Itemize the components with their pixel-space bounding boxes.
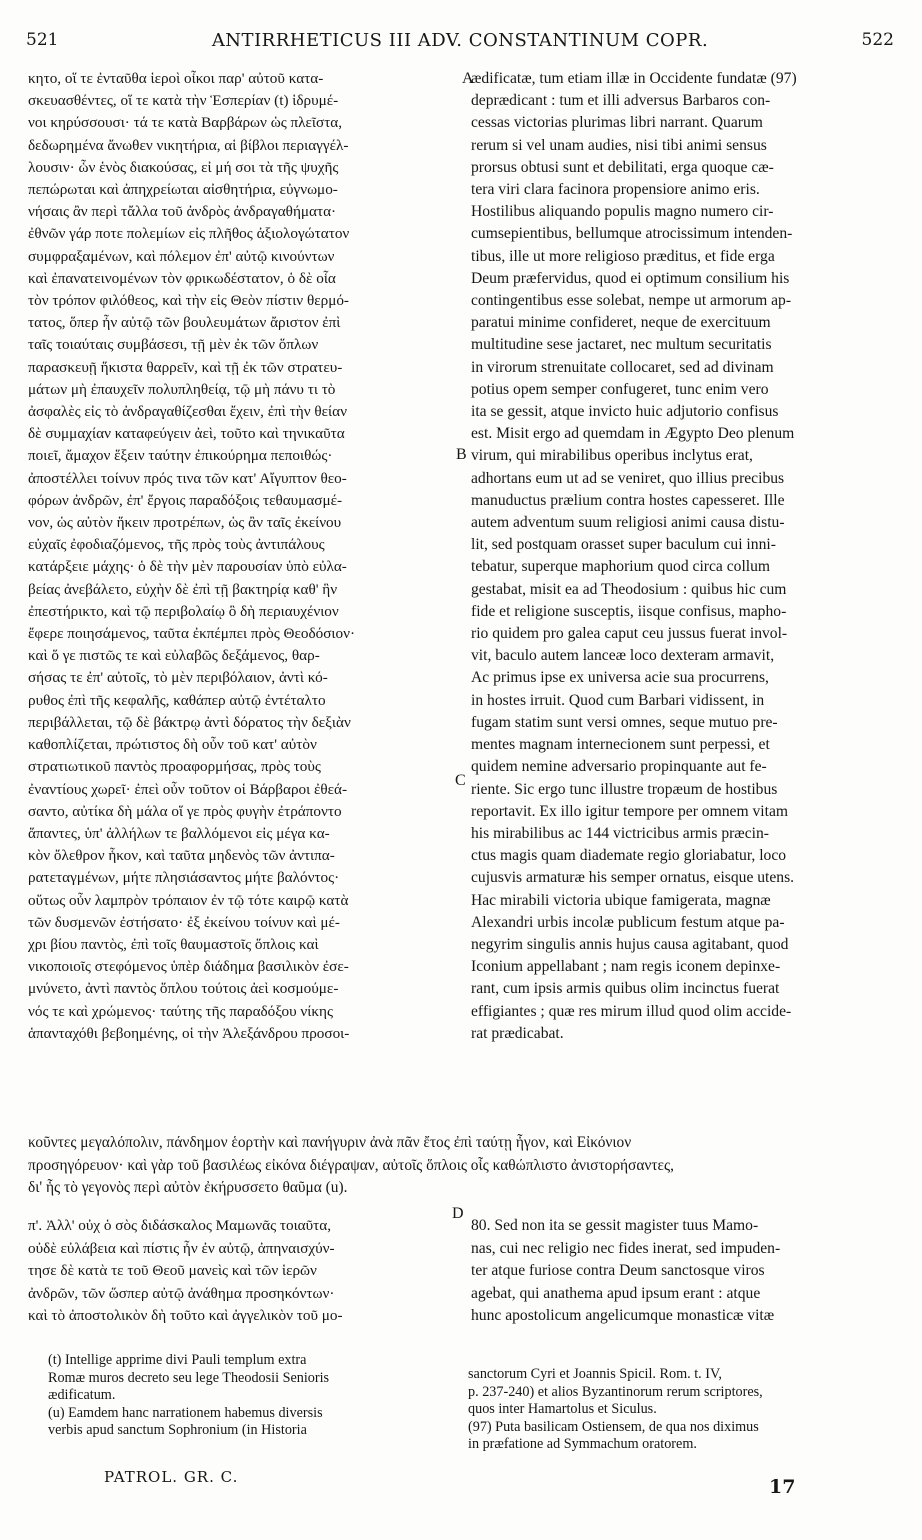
page-number-right: 522 — [861, 30, 894, 50]
latin-text-line: gestabat, misit ea ad Theodosium : quibus hic cum — [471, 580, 787, 598]
latin-text-line: Iconium appellabant ; nam regis iconem depinxe- — [471, 958, 781, 976]
greek-text-line: τατος, ὅπερ ἦν αὐτῷ τῶν βουλευμάτων ἄριστον ἐπὶ — [28, 314, 341, 332]
greek-text-line: ἐπεστήρικτο, καὶ τῷ περιβολαίῳ ὃ δὴ περιαυχένιον — [28, 602, 339, 620]
greek-text-line: νοι κηρύσσουσι· τά τε κατὰ Βαρβάρων ὡς πλεῖστα, — [28, 114, 343, 132]
latin-text-line: cujusvis armaturæ his semper ornatus, eisque utens. — [471, 869, 795, 887]
latin-text-line: negyrim singulis annis hujus causa agitabant, quod — [471, 935, 789, 953]
footnotes-right — [468, 1366, 898, 1454]
full-width-line: προσηγόρευον· καὶ γὰρ τοῦ βασιλέως εἰκόνα διέγραψαν, αὐτοῖς ὅπλοις οἷς καθώπλιστο ἀνιστορήσαντες, — [28, 1156, 674, 1174]
latin-text-line: Hostilibus aliquando populis magno numero cir- — [471, 203, 774, 221]
latin-text-line: potius opem semper confugeret, tunc enim vero — [471, 380, 769, 398]
greek-text-line: ἐθνῶν γάρ ποτε πολεμίων εἰς πλῆθος ἀξιολογώτατον — [28, 225, 350, 243]
latin-text-line: ædificatæ, tum etiam illæ in Occidente fundatæ (97) — [471, 70, 797, 87]
latin-text-line: rio quidem pro galea caput ceu jussus fuerat invol- — [471, 625, 788, 643]
latin-text-line: ita se gessit, atque invicto huic adjutorio confisus — [471, 403, 779, 421]
greek-text-line: μάτων μὴ ἐπαυχεῖν πολυπληθείᾳ, τῷ μὴ πάνυ τι τὸ — [28, 380, 336, 398]
greek-text-line: καὶ ὅ γε πιστῶς τε καὶ εὐλαβῶς δεξάμενος, θαρ- — [28, 647, 320, 665]
greek-text-line: λουσιν· ὧν ἑνὸς διακούσας, εἰ μή σοι τὰ τῆς ψυχῆς — [28, 158, 339, 176]
latin-text-line: adhortans eum ut ad se veniret, quo illius precibus — [471, 469, 785, 487]
greek-text-line: νήσαις ἂν περὶ τἄλλα τοῦ ἀνδρὸς ἀνδραγαθήματα· — [28, 203, 337, 221]
greek-text-line: δὲ συμμαχίαν καταφεύγειν ἀεὶ, τοῦτο καὶ τηνικαῦτα — [28, 425, 345, 443]
greek-text-line: ἁπανταχόθι βεβοημένης, οἱ τὴν Ἀλεξάνδρου προσοι- — [28, 1024, 350, 1042]
greek-text-line: ποιεῖ, ἄμαχον ἕξειν ταύτην ἐπικούρημα πεποιθώς· — [28, 447, 333, 465]
greek-text-line: φόρων ἀνδρῶν, ἐπ' ἔργοις παραδόξοις τεθαυμασμέ- — [28, 491, 343, 509]
greek-text-line: βείας ἀνεβάλετο, εὐχὴν δὲ ἐπὶ τῇ βακτηρίᾳ καθ' ἣν — [28, 580, 338, 598]
latin-column-upper — [471, 68, 897, 1045]
margin-marker-a: A — [462, 70, 474, 87]
greek-text-line: κὸν ὄλεθρον ἧκον, καὶ ταῦτα μηδενὸς τῶν ἀντιπα- — [28, 847, 335, 865]
latin-text-line: prorsus obtusi sunt et debilitati, erga quoque cæ- — [471, 158, 774, 176]
footnote-line: Romæ muros decreto seu lege Theodosii Senioris — [48, 1369, 330, 1386]
footnote-line: p. 237-240) et alios Byzantinorum rerum scriptores, — [468, 1383, 763, 1400]
latin-text-line: autem adventum suum religiosi animi causa distu- — [471, 514, 785, 532]
latin-text-line: cessas victorias plurimas libri narrant. Quarum — [471, 114, 763, 132]
footer-series-label: PATROL. GR. C. — [104, 1468, 239, 1486]
margin-marker-b: B — [456, 446, 467, 463]
latin-text-line: in hostes irruit. Quod cum Barbari vidissent, in — [471, 691, 765, 709]
footnote-line: (97) Puta basilicam Ostiensem, de qua nos diximus — [468, 1418, 759, 1435]
latin-text-line: multitudine sese jactaret, nec multum securitatis — [471, 336, 772, 354]
latin-column-lower — [471, 1215, 897, 1328]
footnote-line: sanctorum Cyri et Joannis Spicil. Rom. t. IV, — [468, 1366, 722, 1382]
greek-text-line: ἀνδρῶν, τῶν ὥσπερ αὐτῷ ἀνάθημα προσηκόντων· — [28, 1284, 335, 1302]
latin-text-line: 80. Sed non ita se gessit magister tuus Mamo- — [471, 1217, 759, 1234]
latin-text-line: est. Misit ergo ad quemdam in Ægypto Deo plenum — [471, 425, 795, 443]
footnote-line: in præfatione ad Symmachum oratorem. — [468, 1436, 697, 1453]
latin-text-line: agebat, qui anathema apud ipsum erant : atque — [471, 1284, 761, 1302]
latin-text-line: tibus, ille ut more religioso præditus, et fide erga — [471, 247, 775, 265]
latin-text-line: riente. Sic ergo tunc illustre tropæum de hostibus — [471, 780, 778, 798]
greek-text-line: ταῖς τοιαύταις συμβάσεσι, τῇ μὲν ἐκ τῶν ὅπλων — [28, 336, 319, 354]
latin-text-line: rerum si vel unam audies, nisi tibi animi sensus — [471, 136, 767, 154]
full-width-text — [28, 1132, 898, 1200]
greek-text-line: εὐχαῖς ἐφοδιαζόμενος, τῆς πρὸς τοὺς ἀντιπάλους — [28, 536, 325, 554]
greek-text-line: ἀσφαλὲς εἰς τὸ ἀνδραγαθίζεσθαι ἔχειν, ἐπὶ τὴν θείαν — [28, 403, 347, 421]
greek-text-line: σήσας τε ἐπ' αὐτοῖς, τὸ μὲν περιβόλαιον, ἀντὶ κό- — [28, 669, 328, 687]
footnote-line: (t) Intellige apprime divi Pauli templum extra — [48, 1352, 307, 1368]
page-number-left: 521 — [26, 30, 59, 50]
greek-text-line: π'. Ἀλλ' οὐχ ὁ σὸς διδάσκαλος Μαμωνᾶς τοιαῦτα, — [28, 1217, 332, 1234]
margin-marker-d: D — [452, 1205, 464, 1222]
greek-text-line: τὸν τρόπον φιλόθεος, καὶ τὴν εἰς Θεὸν πίστιν θερμό- — [28, 292, 349, 310]
greek-text-line: κατάρξειε μάχης· ὁ δὲ τὴν μὲν παρουσίαν ὑπὸ εὐλα- — [28, 558, 347, 576]
footer-signature: 17 — [769, 1476, 796, 1498]
greek-text-line: καθοπλίζεται, πρώτιστος δὴ οὖν τοῦ κατ' αὐτὸν — [28, 736, 317, 754]
latin-text-line: deprædicant : tum et illi adversus Barbaros con- — [471, 92, 771, 110]
full-width-line: κοῦντες μεγαλόπολιν, πάνδημον ἑορτὴν καὶ πανήγυριν ἀνὰ πᾶν ἔτος ἐπὶ ταύτῃ ἦγον, καὶ Εἰκόνιον — [28, 1134, 632, 1151]
latin-text-line: vit, baculo autem lanceæ loco dexteram armavit, — [471, 647, 775, 665]
latin-text-line: Ac primus ipse ex universa acie sua procurrens, — [471, 669, 769, 687]
full-width-line: δι' ἧς τὸ γεγονὸς περὶ αὐτὸν ἐκήρυσσετο θαῦμα (u). — [28, 1179, 348, 1197]
latin-text-line: fugam statim sunt versi omnes, seque mutuo pre- — [471, 713, 778, 731]
greek-text-line: χρι βίου παντὸς, ἐπὶ τοῖς θαυμαστοῖς ὅπλοις καὶ — [28, 935, 319, 953]
greek-text-line: ρατεταγμένων, μήτε πλησιάσαντος μήτε βαλόντος· — [28, 869, 340, 887]
footnote-line: verbis apud sanctum Sophronium (in Historia — [48, 1422, 307, 1439]
latin-text-line: quidem nemine adversario propinquante aut fe- — [471, 758, 767, 776]
latin-text-line: rat prædicabat. — [471, 1024, 564, 1042]
footnote-line: quos inter Hamartolus et Siculus. — [468, 1401, 657, 1418]
latin-text-line: nas, cui nec religio nec fides inerat, sed impuden- — [471, 1239, 781, 1257]
latin-text-line: in virorum strenuitate collocaret, sed ad divinam — [471, 358, 774, 376]
latin-text-line: paratui minime confideret, neque de exercituum — [471, 314, 771, 332]
greek-text-line: οὐδὲ εὐλάβεια καὶ πίστις ἦν ἐν αὐτῷ, ἀπηναισχύν- — [28, 1239, 335, 1257]
latin-text-line: tera viri clara facinora propensiore animo eris. — [471, 181, 760, 199]
greek-text-line: μνύνετο, ἀντὶ παντὸς ὅπλου τούτοις ἀεὶ κοσμούμε- — [28, 980, 339, 998]
latin-text-line: manuductus prælium contra hostes capesseret. Ille — [471, 491, 785, 509]
latin-text-line: cumsepientibus, bellumque atrocissimum intenden- — [471, 225, 793, 243]
latin-text-line: effigiantes ; quæ res mirum illud quod olim accide- — [471, 1002, 792, 1020]
greek-column-lower — [28, 1215, 458, 1328]
greek-text-line: ἀποστέλλει τοίνυν πρός τινα τῶν κατ' Αἴγυπτον θεο- — [28, 469, 347, 487]
greek-text-line: καὶ ἐπανατεινομένων τὸν φρικωδέστατον, ὁ δὲ οἷα — [28, 269, 336, 287]
running-title: ANTIRRHETICUS III ADV. CONSTANTINUM COPR. — [211, 30, 709, 51]
latin-text-line: rant, cum ipsis armis quibus olim incinctus fuerat — [471, 980, 780, 998]
greek-text-line: περιβάλλεται, τῷ δὲ βάκτρῳ ἀντὶ δόρατος τὴν δεξιὰν — [28, 713, 351, 731]
latin-text-line: ctus magis quam diademate regio gloriabatur, loco — [471, 847, 787, 865]
greek-text-line: νον, ὡς αὐτὸν ἥκειν προτρέπων, ὡς ἂν ταῖς ἐκείνου — [28, 514, 342, 532]
latin-text-line: his mirabilibus ac 144 victricibus armis præcin- — [471, 824, 769, 842]
footnotes-left — [48, 1352, 460, 1440]
greek-text-line: σκευασθέντες, οἵ τε κατὰ τὴν Ἑσπερίαν (t) ἱδρυμέ- — [28, 92, 339, 110]
latin-text-line: reportavit. Ex illo igitur tempore per omnem vitam — [471, 802, 788, 820]
latin-text-line: Alexandri urbis incolæ publicum festum atque pa- — [471, 913, 785, 931]
latin-text-line: Deum præfervidus, quod ei optimum consilium his — [471, 269, 790, 287]
latin-text-line: virum, qui mirabilibus operibus inclytus erat, — [471, 447, 753, 465]
latin-text-line: lit, sed postquam orasset super baculum cui inni- — [471, 536, 776, 554]
page-header — [26, 30, 894, 56]
latin-text-line: mentes magnam internecionem sunt perpessi, et — [471, 736, 770, 754]
greek-text-line: παρασκευῇ ἥκιστα θαρρεῖν, καὶ τῇ ἐκ τῶν στρατευ- — [28, 358, 343, 376]
greek-text-line: τῶν δυσμενῶν ἐστήσατο· ἐξ ἐκείνου τοίνυν καὶ μέ- — [28, 913, 340, 931]
footnote-line: ædificatum. — [48, 1387, 116, 1404]
greek-text-line: νός τε καὶ χρώμενος· ταύτης τῆς παραδόξου νίκης — [28, 1002, 333, 1020]
greek-text-line: κητο, οἵ τε ἐνταῦθα ἱεροὶ οἶκοι παρ' αὐτοῦ κατα- — [28, 70, 324, 87]
latin-text-line: contingentibus esse solebat, nempe ut armorum ap- — [471, 292, 792, 310]
greek-text-line: σαντο, αὐτίκα δὴ μάλα οἵ γε πρὸς φυγὴν ἐτράποντο — [28, 802, 342, 820]
latin-text-line: ter atque furiose contra Deum sanctosque viros — [471, 1262, 765, 1280]
greek-text-line: ἐναντίους χωρεῖ· ἐπεὶ οὖν τοῦτον οἱ Βάρβαροι ἐθεά- — [28, 780, 348, 798]
greek-column-upper — [28, 68, 460, 1045]
margin-marker-c: C — [455, 772, 466, 789]
greek-text-line: τησε δὲ κατὰ τε τοῦ Θεοῦ μανεὶς καὶ τῶν ἱερῶν — [28, 1262, 317, 1280]
greek-text-line: νικοποιοῖς στεφόμενος ὑπὲρ διάδημα βασιλικὸν ἐσε- — [28, 958, 349, 976]
greek-text-line: ἅπαντες, ὑπ' ἀλλήλων τε βαλλόμενοι εἰς μέγα κα- — [28, 824, 330, 842]
greek-text-line: δεδωρημένα ἄνωθεν νικητήρια, αἱ βίβλοι περιαγγέλ- — [28, 136, 349, 154]
latin-text-line: tebatur, superque maphorium quod circa collum — [471, 558, 771, 576]
greek-text-line: συμφραξαμένων, καὶ πόλεμον ἐπ' αὐτῷ κινούντων — [28, 247, 335, 265]
latin-text-line: hunc apostolicum angelicumque monasticæ vitæ — [471, 1307, 775, 1325]
greek-text-line: πεπώρωται καὶ ἀπηχρείωται αἰσθητήρια, εὐγνωμο- — [28, 181, 338, 199]
latin-text-line: Hac mirabili victoria ubique famigerata, magnæ — [471, 891, 771, 909]
greek-text-line: ἔφερε ποιησάμενος, ταῦτα ἐκπέμπει πρὸς Θεοδόσιον· — [28, 625, 356, 643]
greek-text-line: στρατιωτικοῦ παντὸς προαφορμήσας, πρὸς τοὺς — [28, 758, 321, 776]
footnote-line: (u) Eamdem hanc narrationem habemus diversis — [48, 1404, 323, 1421]
greek-text-line: ρυθος ἐπὶ τῆς κεφαλῆς, καθάπερ αὐτῷ ἐντέταλτο — [28, 691, 326, 709]
greek-text-line: οὕτως οὖν λαμπρὸν τρόπαιον ἐν τῷ τότε καιρῷ κατὰ — [28, 891, 349, 909]
latin-text-line: fide et religione susceptis, iisque confisus, mapho- — [471, 602, 787, 620]
greek-text-line: καὶ τὸ ἀποστολικὸν δὴ τοῦτο καὶ ἀγγελικὸν τοῦ μο- — [28, 1307, 343, 1325]
